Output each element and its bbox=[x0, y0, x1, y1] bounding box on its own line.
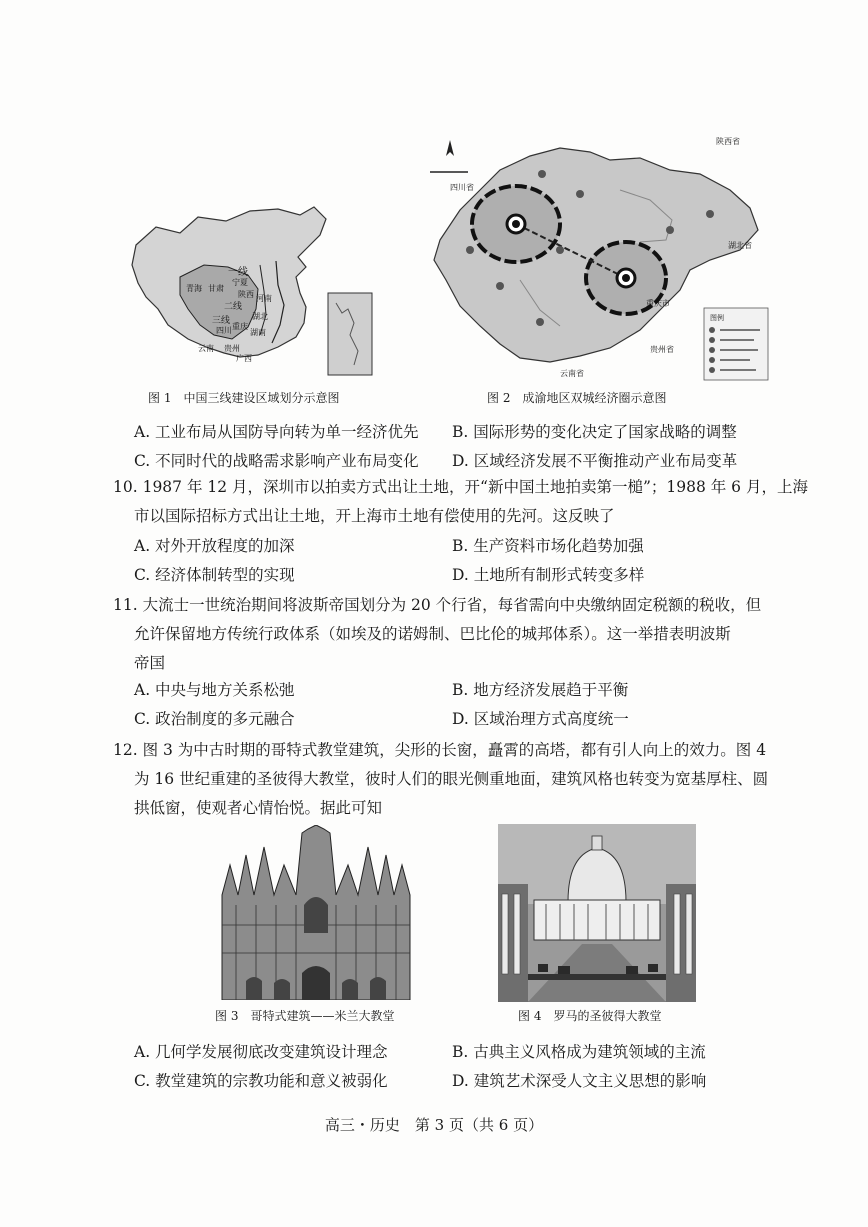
compass-north-icon bbox=[446, 140, 454, 156]
fig1-caption: 图 1 中国三线建设区域划分示意图 bbox=[148, 391, 340, 405]
fig2-caption: 图 2 成渝地区双城经济圈示意图 bbox=[487, 391, 667, 405]
q10-line-2: 市以国际招标方式出让土地，开上海市土地有偿使用的先河。这反映了 bbox=[134, 507, 615, 525]
q11-line-3: 帝国 bbox=[134, 654, 166, 672]
label-guizhou: 贵州 bbox=[224, 344, 240, 353]
label-guangxi: 广西 bbox=[236, 354, 252, 363]
label-gansu: 甘肃 bbox=[208, 284, 224, 293]
label-yixian: 一线 bbox=[228, 267, 248, 278]
fig4-caption: 图 4 罗马的圣彼得大教堂 bbox=[518, 1009, 662, 1023]
q9-option-a[interactable]: A. 工业布局从国防导向转为单一经济优先 bbox=[134, 423, 419, 441]
q12-option-b[interactable]: B. 古典主义风格成为建筑领域的主流 bbox=[452, 1043, 706, 1061]
label-sichuan: 四川 bbox=[216, 326, 232, 335]
q11-line-2: 允许保留地方传统行政体系（如埃及的诺姆制、巴比伦的城邦体系）。这一举措表明波斯 bbox=[134, 625, 731, 643]
main-portal bbox=[302, 966, 330, 1000]
central-window bbox=[304, 897, 328, 933]
legend-title: 图例 bbox=[710, 314, 724, 322]
label-erxian: 二线 bbox=[224, 302, 243, 312]
label-sichuan-prov: 四川省 bbox=[450, 183, 474, 192]
basilica-facade bbox=[534, 900, 660, 940]
fig3-caption: 图 3 哥特式建筑——米兰大教堂 bbox=[215, 1009, 395, 1023]
q12-option-a[interactable]: A. 几何学发展彻底改变建筑设计理念 bbox=[134, 1043, 388, 1061]
label-ningxia: 宁夏 bbox=[232, 278, 248, 287]
q12-option-d[interactable]: D. 建筑艺术深受人文主义思想的影响 bbox=[452, 1072, 707, 1090]
q12-line-3: 拱低窗，使观者心情怡悦。据此可知 bbox=[134, 799, 383, 817]
label-qinghai: 青海 bbox=[186, 284, 202, 293]
label-shanxi: 陕西 bbox=[238, 290, 254, 299]
fig4-st-peters-basilica bbox=[498, 824, 696, 1002]
label-hubei: 湖北 bbox=[252, 312, 268, 321]
fig1-china-map bbox=[128, 205, 378, 380]
q10-stem bbox=[113, 473, 808, 531]
label-yunnan: 云南 bbox=[198, 344, 214, 353]
q11-option-d[interactable]: D. 区域治理方式高度统一 bbox=[452, 710, 629, 728]
label-hubei-prov: 湖北省 bbox=[728, 241, 752, 250]
q11-line-1: 11. 大流士一世统治期间将波斯帝国划分为 20 个行省，每省需向中央缴纳固定税额的税收，但 bbox=[113, 596, 762, 614]
q9-option-b[interactable]: B. 国际形势的变化决定了国家战略的调整 bbox=[452, 423, 737, 441]
label-yunnan-prov: 云南省 bbox=[560, 369, 584, 378]
q12-line-2: 为 16 世纪重建的圣彼得大教堂，彼时人们的眼光侧重地面，建筑风格也转变为宽基厚柱、圆 bbox=[134, 770, 769, 788]
q10-line-1: 10. 1987 年 12 月，深圳市以拍卖方式出让土地，开“新中国土地拍卖第一槌”；1988 年 6 月，上海 bbox=[113, 478, 808, 496]
label-henan: 河南 bbox=[256, 294, 272, 303]
fig3-milan-cathedral bbox=[216, 825, 416, 1000]
q10-option-a[interactable]: A. 对外开放程度的加深 bbox=[134, 537, 295, 555]
q11-option-c[interactable]: C. 政治制度的多元融合 bbox=[134, 710, 295, 728]
q10-option-d[interactable]: D. 土地所有制形式转变多样 bbox=[452, 566, 645, 584]
q10-option-c[interactable]: C. 经济体制转型的实现 bbox=[134, 566, 295, 584]
q11-option-a[interactable]: A. 中央与地方关系松弛 bbox=[134, 681, 295, 699]
q9-option-c[interactable]: C. 不同时代的战略需求影响产业布局变化 bbox=[134, 452, 419, 470]
label-hunan: 湖南 bbox=[250, 328, 266, 337]
q11-stem bbox=[113, 591, 761, 678]
q12-line-1: 12. 图 3 为中古时期的哥特式教堂建筑，尖形的长窗，矗霄的高塔，都有引人向上的效力。图 4 bbox=[113, 741, 767, 759]
q11-option-b[interactable]: B. 地方经济发展趋于平衡 bbox=[452, 681, 629, 699]
page-footer: 高三・历史 第 3 页（共 6 页） bbox=[324, 1116, 544, 1134]
label-chongqing-city: 重庆市 bbox=[646, 299, 670, 308]
label-guizhou-prov: 贵州省 bbox=[650, 345, 674, 354]
label-chongqing: 重庆 bbox=[232, 322, 248, 331]
fig2-chengyu-map bbox=[410, 130, 772, 382]
label-shaanxi-prov: 陕西省 bbox=[716, 137, 740, 146]
q12-option-c[interactable]: C. 教堂建筑的宗教功能和意义被弱化 bbox=[134, 1072, 388, 1090]
q9-option-d[interactable]: D. 区域经济发展不平衡推动产业布局变革 bbox=[452, 452, 738, 470]
q10-option-b[interactable]: B. 生产资料市场化趋势加强 bbox=[452, 537, 644, 555]
q12-stem bbox=[113, 736, 768, 823]
label-sanxian: 三线 bbox=[212, 316, 231, 326]
